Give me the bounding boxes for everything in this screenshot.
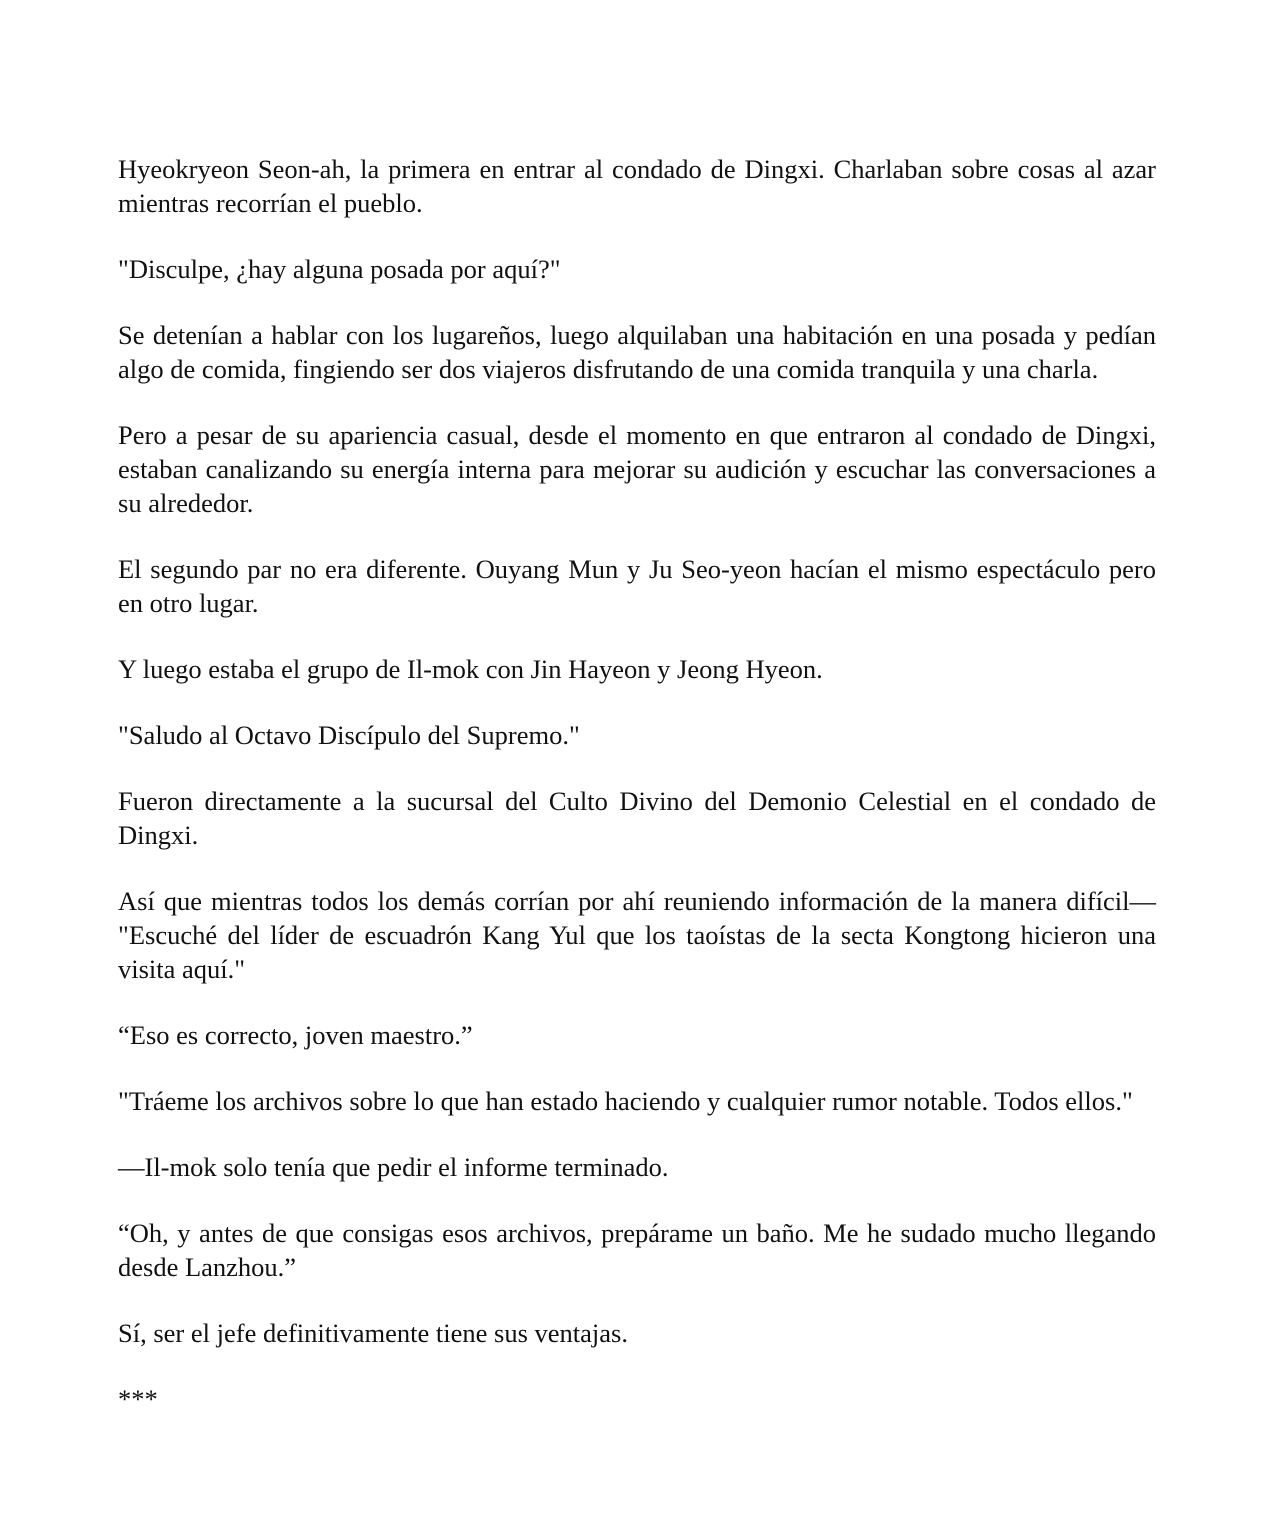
- paragraph: "Tráeme los archivos sobre lo que han estado haciendo y cualquier rumor notable. Todos ellos.": [118, 1086, 1133, 1116]
- paragraph: Fueron directamente a la sucursal del Culto Divino del Demonio Celestial en el condado de Dingxi.: [118, 786, 1156, 850]
- paragraph: Así que mientras todos los demás corrían por ahí reuniendo información de la manera difícil— "Escuché del líder de escuadrón Kang Yul que los taoístas de la secta Kongtong hicieron una visita aquí.": [118, 886, 1156, 984]
- scene-break: ***: [118, 1384, 158, 1414]
- paragraph: El segundo par no era diferente. Ouyang Mun y Ju Seo-yeon hacían el mismo espectáculo pero en otro lugar.: [118, 554, 1156, 618]
- document-page: [118, 152, 1156, 1416]
- paragraph: “Eso es correcto, joven maestro.”: [118, 1020, 473, 1050]
- paragraph: "Saludo al Octavo Discípulo del Supremo.": [118, 720, 580, 750]
- paragraph: —Il-mok solo tenía que pedir el informe terminado.: [118, 1152, 669, 1182]
- paragraph: Hyeokryeon Seon-ah, la primera en entrar al condado de Dingxi. Charlaban sobre cosas al azar mientras recorrían el pueblo.: [118, 154, 1156, 218]
- paragraph: “Oh, y antes de que consigas esos archivos, prepárame un baño. Me he sudado mucho llegando desde Lanzhou.”: [118, 1218, 1156, 1282]
- paragraph: "Disculpe, ¿hay alguna posada por aquí?": [118, 254, 561, 284]
- paragraph: Sí, ser el jefe definitivamente tiene sus ventajas.: [118, 1318, 628, 1348]
- paragraph: Y luego estaba el grupo de Il-mok con Jin Hayeon y Jeong Hyeon.: [118, 654, 823, 684]
- paragraph: Pero a pesar de su apariencia casual, desde el momento en que entraron al condado de Dingxi, estaban canalizando su energía interna para mejorar su audición y escuchar las conversaciones a su alrededor.: [118, 420, 1156, 518]
- paragraph: Se detenían a hablar con los lugareños, luego alquilaban una habitación en una posada y pedían algo de comida, fingiendo ser dos viajeros disfrutando de una comida tranquila y una charla.: [118, 320, 1156, 384]
